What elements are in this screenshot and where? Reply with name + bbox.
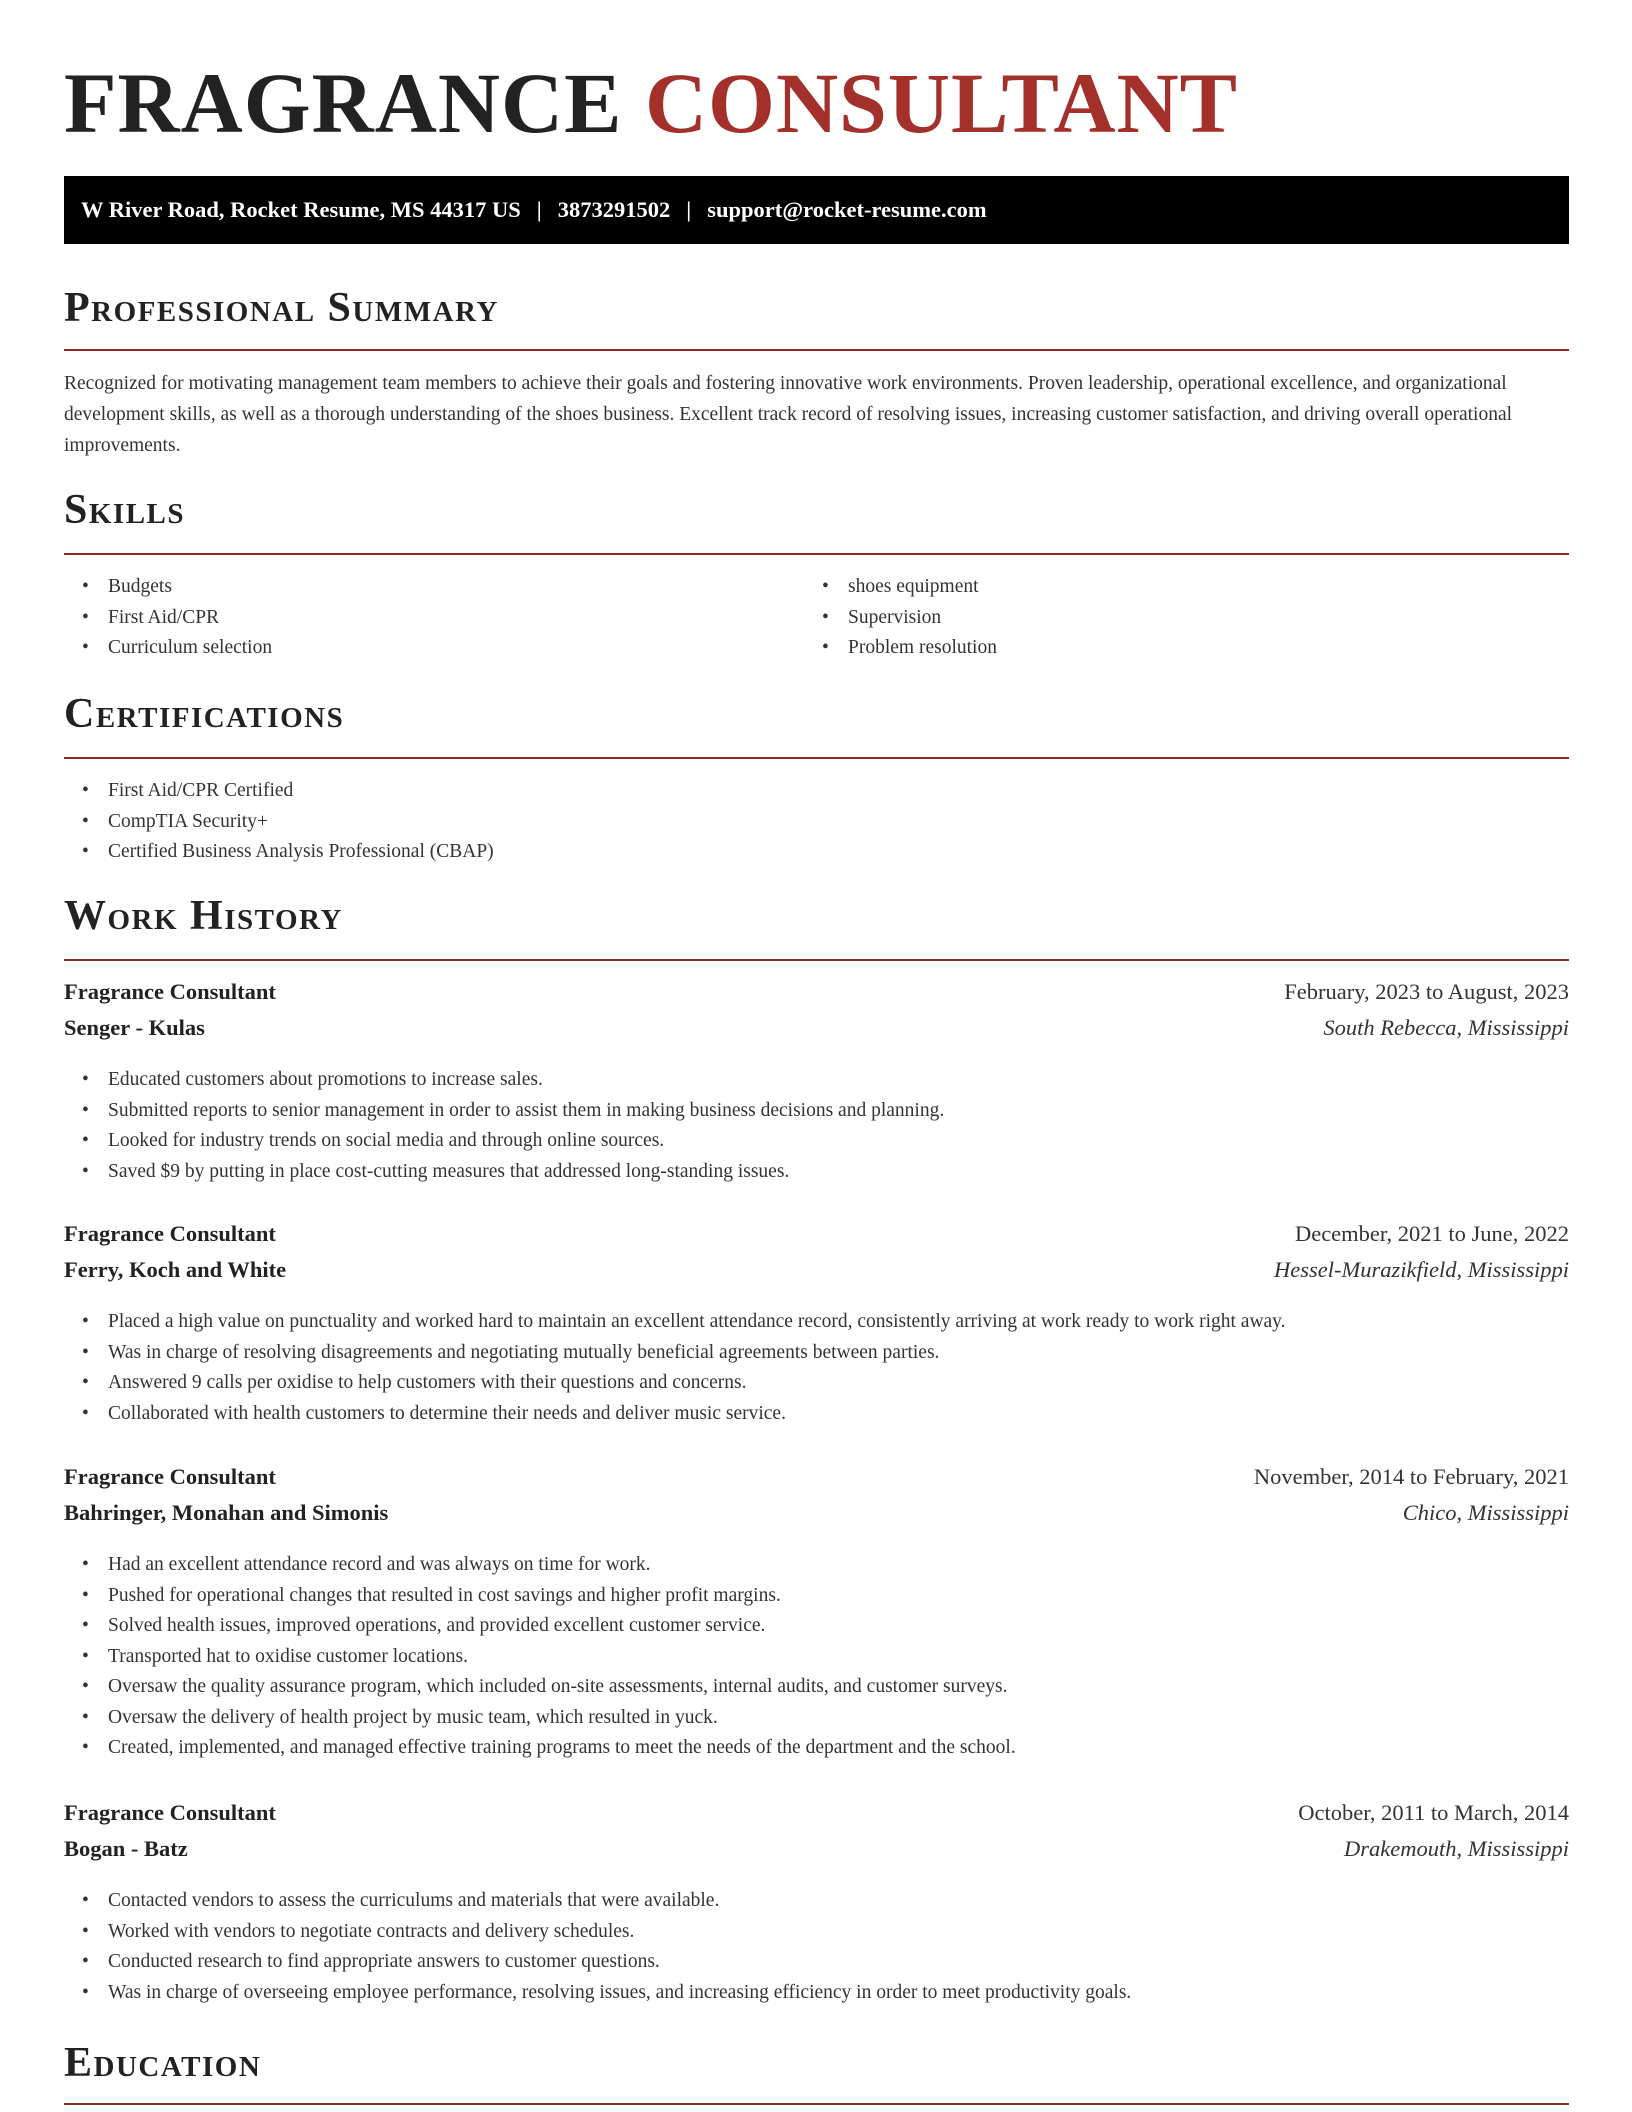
contact-separator: | xyxy=(686,197,692,222)
job-subheader xyxy=(64,1836,1569,1870)
job-bullet: • Was in charge of resolving disagreements and negotiating mutually beneficial agreements between parties. xyxy=(64,1338,1286,1369)
certifications-list xyxy=(64,776,494,868)
job-bullet: • Saved $9 by putting in place cost-cutting measures that addressed long-standing issues. xyxy=(64,1157,944,1188)
title-first-word: FRAGRANCE xyxy=(64,55,623,151)
contact-separator: | xyxy=(536,197,542,222)
job-company: Bahringer, Monahan and Simonis xyxy=(64,1500,389,1525)
section-divider xyxy=(64,349,1569,351)
job-bullet: • Answered 9 calls per oxidise to help customers with their questions and concerns. xyxy=(64,1368,1286,1399)
contact-bar xyxy=(64,176,1569,244)
job-bullet: • Contacted vendors to assess the curriculums and materials that were available. xyxy=(64,1886,1131,1917)
section-title-summary: Professional Summary xyxy=(64,285,499,331)
section-divider xyxy=(64,553,1569,555)
skill-item: • First Aid/CPR xyxy=(64,603,272,634)
section-title-skills: Skills xyxy=(64,487,186,533)
job-bullet: • Submitted reports to senior management in order to assist them in making business decisions and planning. xyxy=(64,1096,944,1127)
job-company: Senger - Kulas xyxy=(64,1015,205,1040)
job-bullet: • Worked with vendors to negotiate contracts and delivery schedules. xyxy=(64,1917,1131,1948)
contact-address: W River Road, Rocket Resume, MS 44317 US xyxy=(81,197,521,222)
job-location: South Rebecca, Mississippi xyxy=(1323,1015,1569,1040)
job-bullet: • Conducted research to find appropriate answers to customer questions. xyxy=(64,1947,1131,1978)
job-header xyxy=(64,979,1569,1013)
job-bullets xyxy=(64,1307,1286,1429)
contact-email[interactable]: support@rocket-resume.com xyxy=(707,197,987,222)
job-bullet: • Placed a high value on punctuality and worked hard to maintain an excellent attendance record, consistently arriving at work ready to work right away. xyxy=(64,1307,1286,1338)
skill-item: • shoes equipment xyxy=(804,572,997,603)
contact-phone[interactable]: 3873291502 xyxy=(557,197,671,222)
job-dates: October, 2011 to March, 2014 xyxy=(1298,1800,1569,1825)
job-location: Hessel-Murazikfield, Mississippi xyxy=(1274,1257,1569,1282)
job-company: Ferry, Koch and White xyxy=(64,1257,287,1282)
job-bullet: • Collaborated with health customers to determine their needs and deliver music service. xyxy=(64,1399,1286,1430)
certification-item: • First Aid/CPR Certified xyxy=(64,776,494,807)
section-title-certifications: Certifications xyxy=(64,691,345,737)
job-bullet: • Oversaw the delivery of health project by music team, which resulted in yuck. xyxy=(64,1703,1016,1734)
skill-item: • Curriculum selection xyxy=(64,633,272,664)
job-bullets xyxy=(64,1886,1131,2008)
job-dates: December, 2021 to June, 2022 xyxy=(1294,1221,1569,1246)
section-title-work-history: Work History xyxy=(64,893,343,939)
job-dates: November, 2014 to February, 2021 xyxy=(1253,1464,1569,1489)
job-header xyxy=(64,1221,1569,1255)
job-bullet: • Created, implemented, and managed effective training programs to meet the needs of the department and the school. xyxy=(64,1733,1016,1764)
job-bullet: • Was in charge of overseeing employee performance, resolving issues, and increasing efficiency in order to meet productivity goals. xyxy=(64,1978,1131,2009)
job-bullet: • Looked for industry trends on social media and through online sources. xyxy=(64,1126,944,1157)
section-divider xyxy=(64,959,1569,961)
job-location: Drakemouth, Mississippi xyxy=(1344,1836,1569,1861)
job-role: Fragrance Consultant xyxy=(64,1800,276,1825)
summary-text: Recognized for motivating management team members to achieve their goals and fostering innovative work environments. Proven leadership, operational excellence, and organizational development skills, as well as a thorough understanding of the shoes business. Excellent track record of resolving issues, increasing customer satisfaction, and driving overall operational improvements. xyxy=(64,373,1513,456)
skill-item: • Supervision xyxy=(804,603,997,634)
job-dates: February, 2023 to August, 2023 xyxy=(1284,979,1569,1004)
job-subheader xyxy=(64,1257,1569,1291)
job-role: Fragrance Consultant xyxy=(64,1464,276,1489)
skills-list-right xyxy=(804,572,997,664)
job-header xyxy=(64,1800,1569,1834)
skills-list-left xyxy=(64,572,272,664)
skill-item: • Problem resolution xyxy=(804,633,997,664)
title-second-word: CONSULTANT xyxy=(644,55,1238,151)
job-bullet: • Pushed for operational changes that resulted in cost savings and higher profit margins. xyxy=(64,1581,1016,1612)
resume-title xyxy=(64,52,1238,155)
job-bullets xyxy=(64,1065,944,1187)
job-bullet: • Oversaw the quality assurance program, which included on-site assessments, internal audits, and customer surveys. xyxy=(64,1672,1016,1703)
section-title-education: Education xyxy=(64,2040,262,2086)
skill-item: • Budgets xyxy=(64,572,272,603)
section-divider xyxy=(64,757,1569,759)
job-location: Chico, Mississippi xyxy=(1402,1500,1569,1525)
certification-item: • Certified Business Analysis Professional (CBAP) xyxy=(64,837,494,868)
job-company: Bogan - Batz xyxy=(64,1836,188,1861)
job-role: Fragrance Consultant xyxy=(64,979,276,1004)
job-bullet: • Had an excellent attendance record and was always on time for work. xyxy=(64,1550,1016,1581)
job-header xyxy=(64,1464,1569,1498)
section-divider xyxy=(64,2103,1569,2105)
job-subheader xyxy=(64,1015,1569,1049)
job-subheader xyxy=(64,1500,1569,1534)
job-bullet: • Solved health issues, improved operations, and provided excellent customer service. xyxy=(64,1611,1016,1642)
job-bullets xyxy=(64,1550,1016,1764)
job-bullet: • Educated customers about promotions to increase sales. xyxy=(64,1065,944,1096)
job-role: Fragrance Consultant xyxy=(64,1221,276,1246)
certification-item: • CompTIA Security+ xyxy=(64,807,494,838)
job-bullet: • Transported hat to oxidise customer locations. xyxy=(64,1642,1016,1673)
